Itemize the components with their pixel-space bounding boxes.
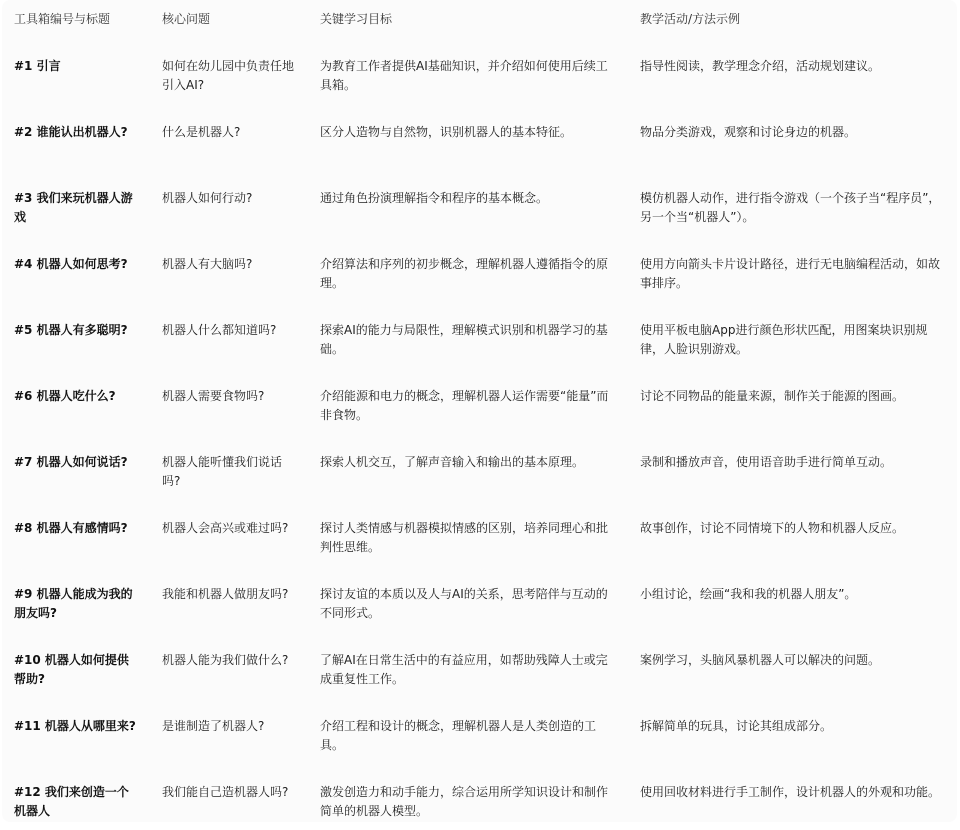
toolbox-title-cell: #7 机器人如何说话? xyxy=(14,455,128,469)
toolbox-title-cell: #12 我们来创造一个机器人 xyxy=(14,785,129,818)
activity-cell: 使用方向箭头卡片设计路径，进行无电脑编程活动，如故事排序。 xyxy=(640,257,941,290)
table-row xyxy=(2,434,957,500)
table-row xyxy=(2,104,957,170)
table-row xyxy=(2,38,957,104)
core-question-cell: 我能和机器人做朋友吗? xyxy=(162,587,289,601)
learning-goal-cell: 介绍算法和序列的初步概念，理解机器人遵循指令的原理。 xyxy=(320,257,609,290)
toolbox-title-cell: #8 机器人有感情吗? xyxy=(14,521,128,535)
activity-cell: 录制和播放声音，使用语音助手进行简单互动。 xyxy=(640,455,893,469)
core-question-cell: 我们能自己造机器人吗? xyxy=(162,785,289,799)
toolbox-title-cell: #1 引言 xyxy=(14,59,61,73)
header-toolbox-title: 工具箱编号与标题 xyxy=(14,12,111,26)
core-question-cell: 什么是机器人? xyxy=(162,125,241,139)
toolbox-title-cell: #4 机器人如何思考? xyxy=(14,257,128,271)
activity-cell: 指导性阅读，教学理念介绍，活动规划建议。 xyxy=(640,59,881,73)
table-row xyxy=(2,368,957,434)
toolbox-title-cell: #9 机器人能成为我的朋友吗? xyxy=(14,587,133,620)
table-row xyxy=(2,698,957,764)
table-row xyxy=(2,302,957,368)
header-core-question: 核心问题 xyxy=(162,12,211,26)
table-header-row xyxy=(2,0,957,38)
core-question-cell: 机器人会高兴或难过吗? xyxy=(162,521,289,535)
activity-cell: 使用平板电脑App进行颜色形状匹配，用图案块识别规律，人脸识别游戏。 xyxy=(640,323,928,356)
toolbox-title-cell: #10 机器人如何提供帮助? xyxy=(14,653,129,686)
toolbox-title-cell: #5 机器人有多聪明? xyxy=(14,323,128,337)
table-row xyxy=(2,566,957,632)
table-row xyxy=(2,764,957,830)
activity-cell: 故事创作，讨论不同情境下的人物和机器人反应。 xyxy=(640,521,905,535)
header-activities: 教学活动/方法示例 xyxy=(640,12,741,26)
table-row xyxy=(2,236,957,302)
toolbox-title-cell: #11 机器人从哪里来? xyxy=(14,719,136,733)
table-row xyxy=(2,632,957,698)
toolbox-title-cell: #6 机器人吃什么? xyxy=(14,389,116,403)
core-question-cell: 机器人能为我们做什么? xyxy=(162,653,289,667)
activity-cell: 拆解简单的玩具，讨论其组成部分。 xyxy=(640,719,833,733)
core-question-cell: 机器人有大脑吗? xyxy=(162,257,253,271)
curriculum-table xyxy=(2,0,957,830)
activity-cell: 物品分类游戏，观察和讨论身边的机器。 xyxy=(640,125,857,139)
core-question-cell: 机器人什么都知道吗? xyxy=(162,323,277,337)
learning-goal-cell: 探讨人类情感与机器模拟情感的区别，培养同理心和批判性思维。 xyxy=(320,521,609,554)
learning-goal-cell: 区分人造物与自然物，识别机器人的基本特征。 xyxy=(320,125,573,139)
activity-cell: 小组讨论，绘画“我和我的机器人朋友”。 xyxy=(640,587,857,601)
learning-goal-cell: 探讨友谊的本质以及人与AI的关系，思考陪伴与互动的不同形式。 xyxy=(320,587,608,620)
header-learning-goals: 关键学习目标 xyxy=(320,12,393,26)
activity-cell: 模仿机器人动作，进行指令游戏（一个孩子当“程序员”，另一个当“机器人”）。 xyxy=(640,191,941,224)
learning-goal-cell: 介绍工程和设计的概念，理解机器人是人类创造的工具。 xyxy=(320,719,597,752)
core-question-cell: 机器人如何行动? xyxy=(162,191,253,205)
toolbox-title-cell: #3 我们来玩机器人游戏 xyxy=(14,191,133,224)
core-question-cell: 是谁制造了机器人? xyxy=(162,719,265,733)
table-row xyxy=(2,170,957,236)
activity-cell: 讨论不同物品的能量来源，制作关于能源的图画。 xyxy=(640,389,905,403)
toolbox-title-cell: #2 谁能认出机器人? xyxy=(14,125,128,139)
learning-goal-cell: 探索人机交互，了解声音输入和输出的基本原理。 xyxy=(320,455,585,469)
learning-goal-cell: 为教育工作者提供AI基础知识，并介绍如何使用后续工具箱。 xyxy=(320,59,608,92)
learning-goal-cell: 探索AI的能力与局限性，理解模式识别和机器学习的基础。 xyxy=(320,323,608,356)
activity-cell: 使用回收材料进行手工制作，设计机器人的外观和功能。 xyxy=(640,785,941,799)
learning-goal-cell: 激发创造力和动手能力，综合运用所学知识设计和制作简单的机器人模型。 xyxy=(320,785,609,818)
core-question-cell: 机器人能听懂我们说话吗? xyxy=(162,455,283,488)
learning-goal-cell: 通过角色扮演理解指令和程序的基本概念。 xyxy=(320,191,549,205)
activity-cell: 案例学习，头脑风暴机器人可以解决的问题。 xyxy=(640,653,881,667)
table-row xyxy=(2,500,957,566)
curriculum-table-container xyxy=(2,0,957,822)
learning-goal-cell: 了解AI在日常生活中的有益应用，如帮助残障人士或完成重复性工作。 xyxy=(320,653,608,686)
core-question-cell: 机器人需要食物吗? xyxy=(162,389,265,403)
learning-goal-cell: 介绍能源和电力的概念，理解机器人运作需要“能量”而非食物。 xyxy=(320,389,609,422)
core-question-cell: 如何在幼儿园中负责任地引入AI? xyxy=(162,59,295,92)
